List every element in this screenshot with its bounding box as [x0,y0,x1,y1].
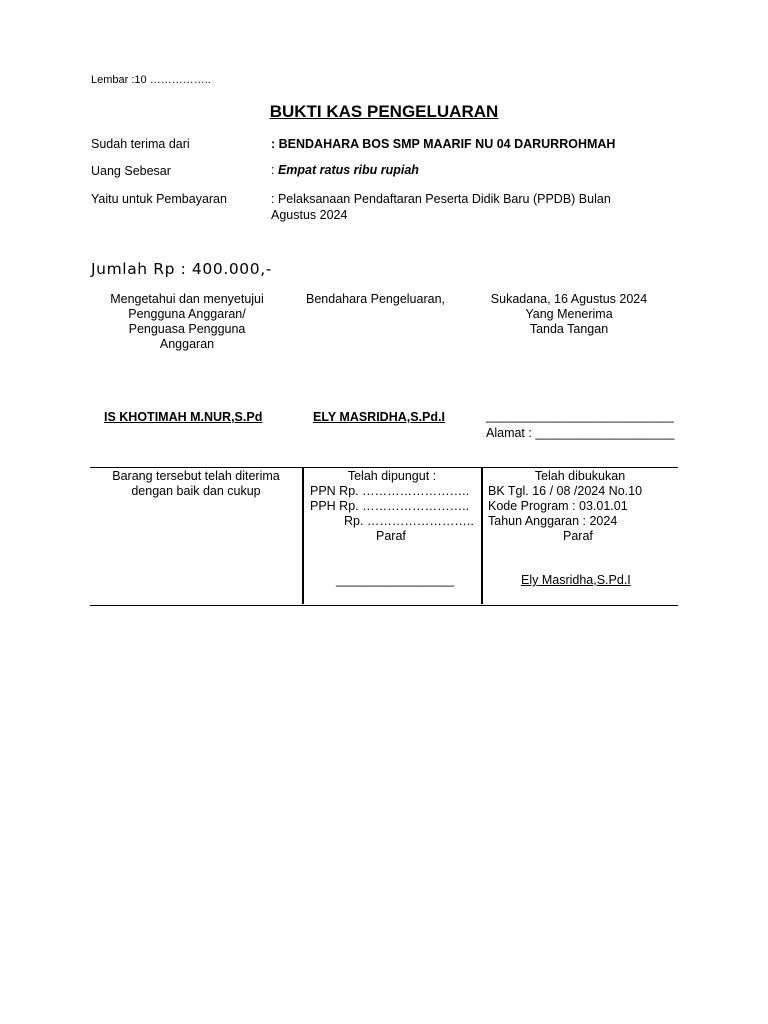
signer3-role [478,292,660,337]
booked-paraf-label: Paraf [563,529,593,543]
receiver-signature-line: ___________________________ [486,409,674,423]
table-divider [302,467,304,604]
uang-label: Uang Sebesar [91,164,171,178]
pph-line: PPH Rp. …………………….. [310,499,470,513]
booked-signer-name: Ely Masridha,S.Pd.I [521,573,631,587]
uang-colon: : [271,163,278,177]
tax-paraf-label: Paraf [376,529,406,543]
jumlah-amount: Jumlah Rp : 400.000,- [91,260,272,278]
receiver-address: Alamat : ____________________ [486,426,675,440]
signer2-role: Bendahara Pengeluaran, [306,292,446,306]
lembar-number: Lembar :10 …………….. [91,74,211,86]
signer1-role-line: Mengetahui dan menyetujui [110,292,264,306]
place-date: Sukadana, 16 Agustus 2024 [490,292,648,306]
signer1-role-line: Anggaran [159,337,215,351]
goods-received-cell [91,469,301,499]
budget-year: Tahun Anggaran : 2024 [488,514,618,528]
ppn-line: PPN Rp. …………………….. [310,484,470,498]
bayar-label: Yaitu untuk Pembayaran [91,192,227,206]
signer1-name: IS KHOTIMAH M.NUR,S.Pd [104,410,263,424]
booked-title: Telah dibukukan [534,469,626,483]
uang-value-wrap [271,163,419,177]
tax-title: Telah dipungut : [347,469,437,483]
tax-paraf-line: _________________ [336,573,455,587]
signer2-name: ELY MASRIDHA,S.Pd.I [313,410,445,424]
bk-date: BK Tgl. 16 / 08 /2024 No.10 [488,484,643,498]
program-code: Kode Program : 03.01.01 [488,499,628,513]
document-title: BUKTI KAS PENGELUARAN [269,102,499,121]
signer1-role [91,292,283,352]
signer1-role-line: Pengguna Anggaran/ [128,307,246,321]
goods-received-line: dengan baik dan cukup [131,484,261,498]
bayar-value-line1: : Pelaksanaan Pendaftaran Peserta Didik Baru (PPDB) Bulan [271,192,611,206]
receiver-label: Yang Menerima [525,307,613,321]
terima-value: : BENDAHARA BOS SMP MAARIF NU 04 DARURROHMAH [271,137,616,151]
signature-label: Tanda Tangan [529,322,609,336]
signer1-role-line: Penguasa Pengguna [128,322,246,336]
uang-value: Empat ratus ribu rupiah [277,163,419,177]
goods-received-line: Barang tersebut telah diterima [112,469,280,483]
other-tax-line: Rp. …………………….. [344,514,474,528]
table-divider [481,467,483,604]
bayar-value-line2: Agustus 2024 [271,208,348,222]
terima-label: Sudah terima dari [91,137,190,151]
